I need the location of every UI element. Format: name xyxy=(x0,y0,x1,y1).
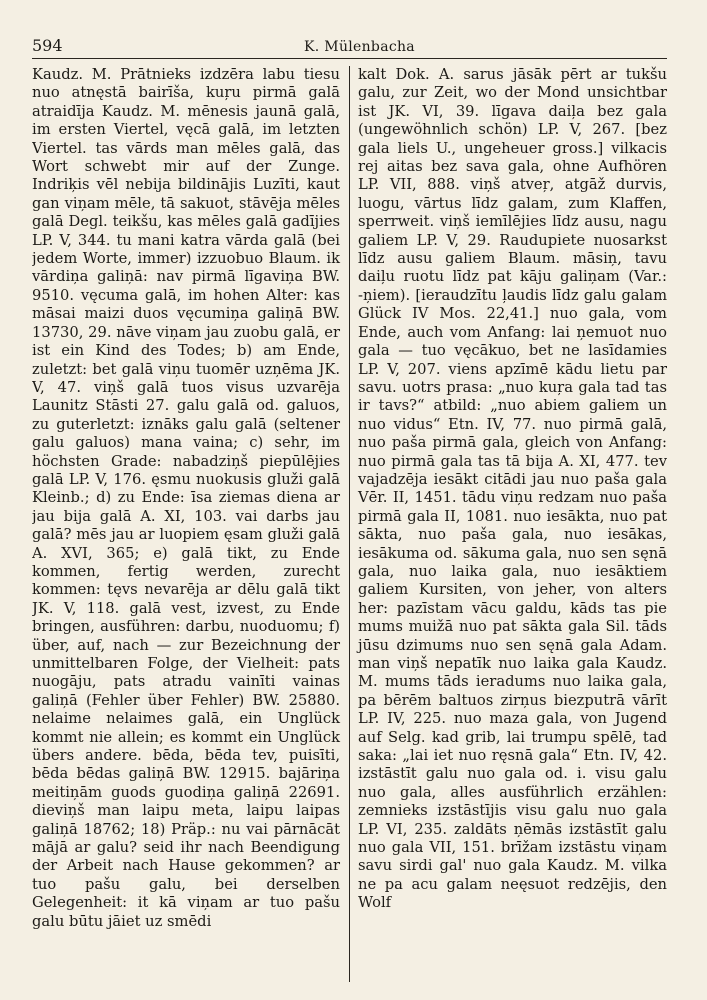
page-number: 594 xyxy=(32,36,63,55)
running-title: K. Mülenbacha xyxy=(304,39,415,55)
right-column xyxy=(350,66,667,982)
left-column-text: Kaudz. M. Prātnieks izdzēra labu tiesu nuo atnęstā bairīša, kuŗu pirmā galā atraidīja Kaudz. M. mēnesis jaunā galā, im ersten Viertel, vęcā galā, im letzten Viertel. tas vārds man mēles galā, das Wort schwebt mir auf der Zunge. Indriķis vēl nebija bildinājis Luzīti, kaut gan viņam mēle, tā sakuot, stāvēja mēles galā Degl. teikšu, kas mēles galā gadījies LP. V, 344. tu mani katra vārda galā (bei jedem Worte, immer) izzuobuo Blaum. ik vārdiņa galiņā: nav pirmā līgaviņa BW. 9510. vęcuma galā, im hohen Alter: kas māsai maizi duos vęcumiņa galiņā BW. 13730, 29. nāve viņam jau zuobu galā, er ist ein Kind des Todes; b) am Ende, zuletzt: bet galā viņu tuomēr uzņēma JK. V, 47. viņš galā tuos visus uzvarēja Launitz Stāsti 27. galu galā od. galuos, zu guterletzt: iznāks galu galā (seltener galu galuos) mana vaina; c) sehr, im höchsten Grade: nabadziņš piepūlējies galā LP. V, 176. ęsmu nuokusis gluži galā Kleinb.; d) zu Ende: īsa ziemas diena ar jau bija galā A. XI, 103. vai darbs jau galā? mēs jau ar luopiem ęsam gluži galā A. XVI, 365; e) galā tikt, zu Ende kommen, fertig werden, zurecht kommen: tęvs nevarēja ar dēlu galā tikt JK. V, 118. galā vest, izvest, zu Ende bringen, ausführen: darbu, nuoduomu; f) über, auf, nach — zur Bezeichnung der unmittelbaren Folge, der Vielheit: pats nuogāju, pats atradu vainīti vainas galiņā (Fehler über Fehler) BW. 25880. nelaime nelaimes galā, ein Unglück kommt nie allein; es kommt ein Unglück übers andere. bēda, bēda tev, puisīti, bēda bēdas galiņā BW. 12915. bajāriņa meitiņām guods guodiņa galiņā 22691. dieviņš man laipu meta, laipu laipas galiņā 18762; 18) Präp.: nu vai pārnācāt mājā ar galu? seid ihr nach Beendigung der Arbeit nach Hause gekommen? ar tuo pašu galu, bei derselben Gelegenheit: it kā viņam ar tuo pašu galu būtu jāiet uz smēdi xyxy=(32,66,340,930)
page-header xyxy=(32,36,667,59)
left-column xyxy=(32,66,349,982)
right-column-text: kalt Dok. A. sarus jāsāk pērt ar tukšu galu, zur Zeit, wo der Mond unsichtbar ist JK. VI, 39. līgava daiļa bez gala (ungewöhnlich schön) LP. V, 267. [bez gala liels U., ungeheuer gross.] vilkacis rej aitas bez sava gala, ohne Aufhören LP. VII, 888. viņš atveŗ, atgāž durvis, luogu, vārtus līdz galam, zum Klaffen, sperrweit. viņš iemīlējies līdz ausu, nagu galiem LP. V, 29. Raudupiete nuosarkst līdz ausu galiem Blaum. māsiņ, tavu daiļu ruotu līdz pat kāju galiņam (Var.: -ņiem). [ieraudzītu ļaudis līdz galu galam Glück IV Mos. 22,41.] nuo gala, vom Ende, auch vom Anfang: lai ņemuot nuo gala — tuo vęcākuo, bet ne lasīdamies LP. V, 207. viens apzīmē kādu lietu par savu. uotrs prasa: „nuo kuŗa gala tad tas ir tavs?“ atbild: „nuo abiem galiem un nuo vidus“ Etn. IV, 77. nuo pirmā galā, nuo paša pirmā gala, gleich von Anfang: nuo pirmā gala tas tā bija A. XI, 477. tev vajadzēja iesākt citādi jau nuo paša gala Vēr. II, 1451. tādu viņu redzam nuo paša pirmā gala II, 1081. nuo iesākta, nuo pat sākta, nuo paša gala, nuo iesākas, iesākuma od. sākuma gala, nuo sen sęnā gala, nuo laika gala, nuo iesāktiem galiem Kursiten, von jeher, von alters her: pazīstam vācu galdu, kāds tas pie mums muižā nuo pat sākta gala Sil. tāds jūsu dzimums nuo sen sęnā gala Adam. man viņš nepatīk nuo laika gala Kaudz. M. mums tāds ieradums nuo laika gala, pa bērēm baltuos zirņus biezputrā vārīt LP. IV, 225. nuo maza gala, von Jugend auf Selg. kad grib, lai trumpu spēlē, tad saka: „lai iet nuo ręsnā gala“ Etn. IV, 42. izstāstīt galu nuo gala od. i. visu galu nuo gala, alles ausführlich erzählen: zemnieks izstāstījis visu galu nuo gala LP. VI, 235. zaldāts ņēmās izstāstīt galu nuo gala VII, 151. brīžam izstāstu viņam savu sirdi gal' nuo gala Kaudz. M. vilka ne pa acu galam neęsuot redzējis, den Wolf xyxy=(358,66,667,912)
dictionary-body xyxy=(32,66,667,982)
